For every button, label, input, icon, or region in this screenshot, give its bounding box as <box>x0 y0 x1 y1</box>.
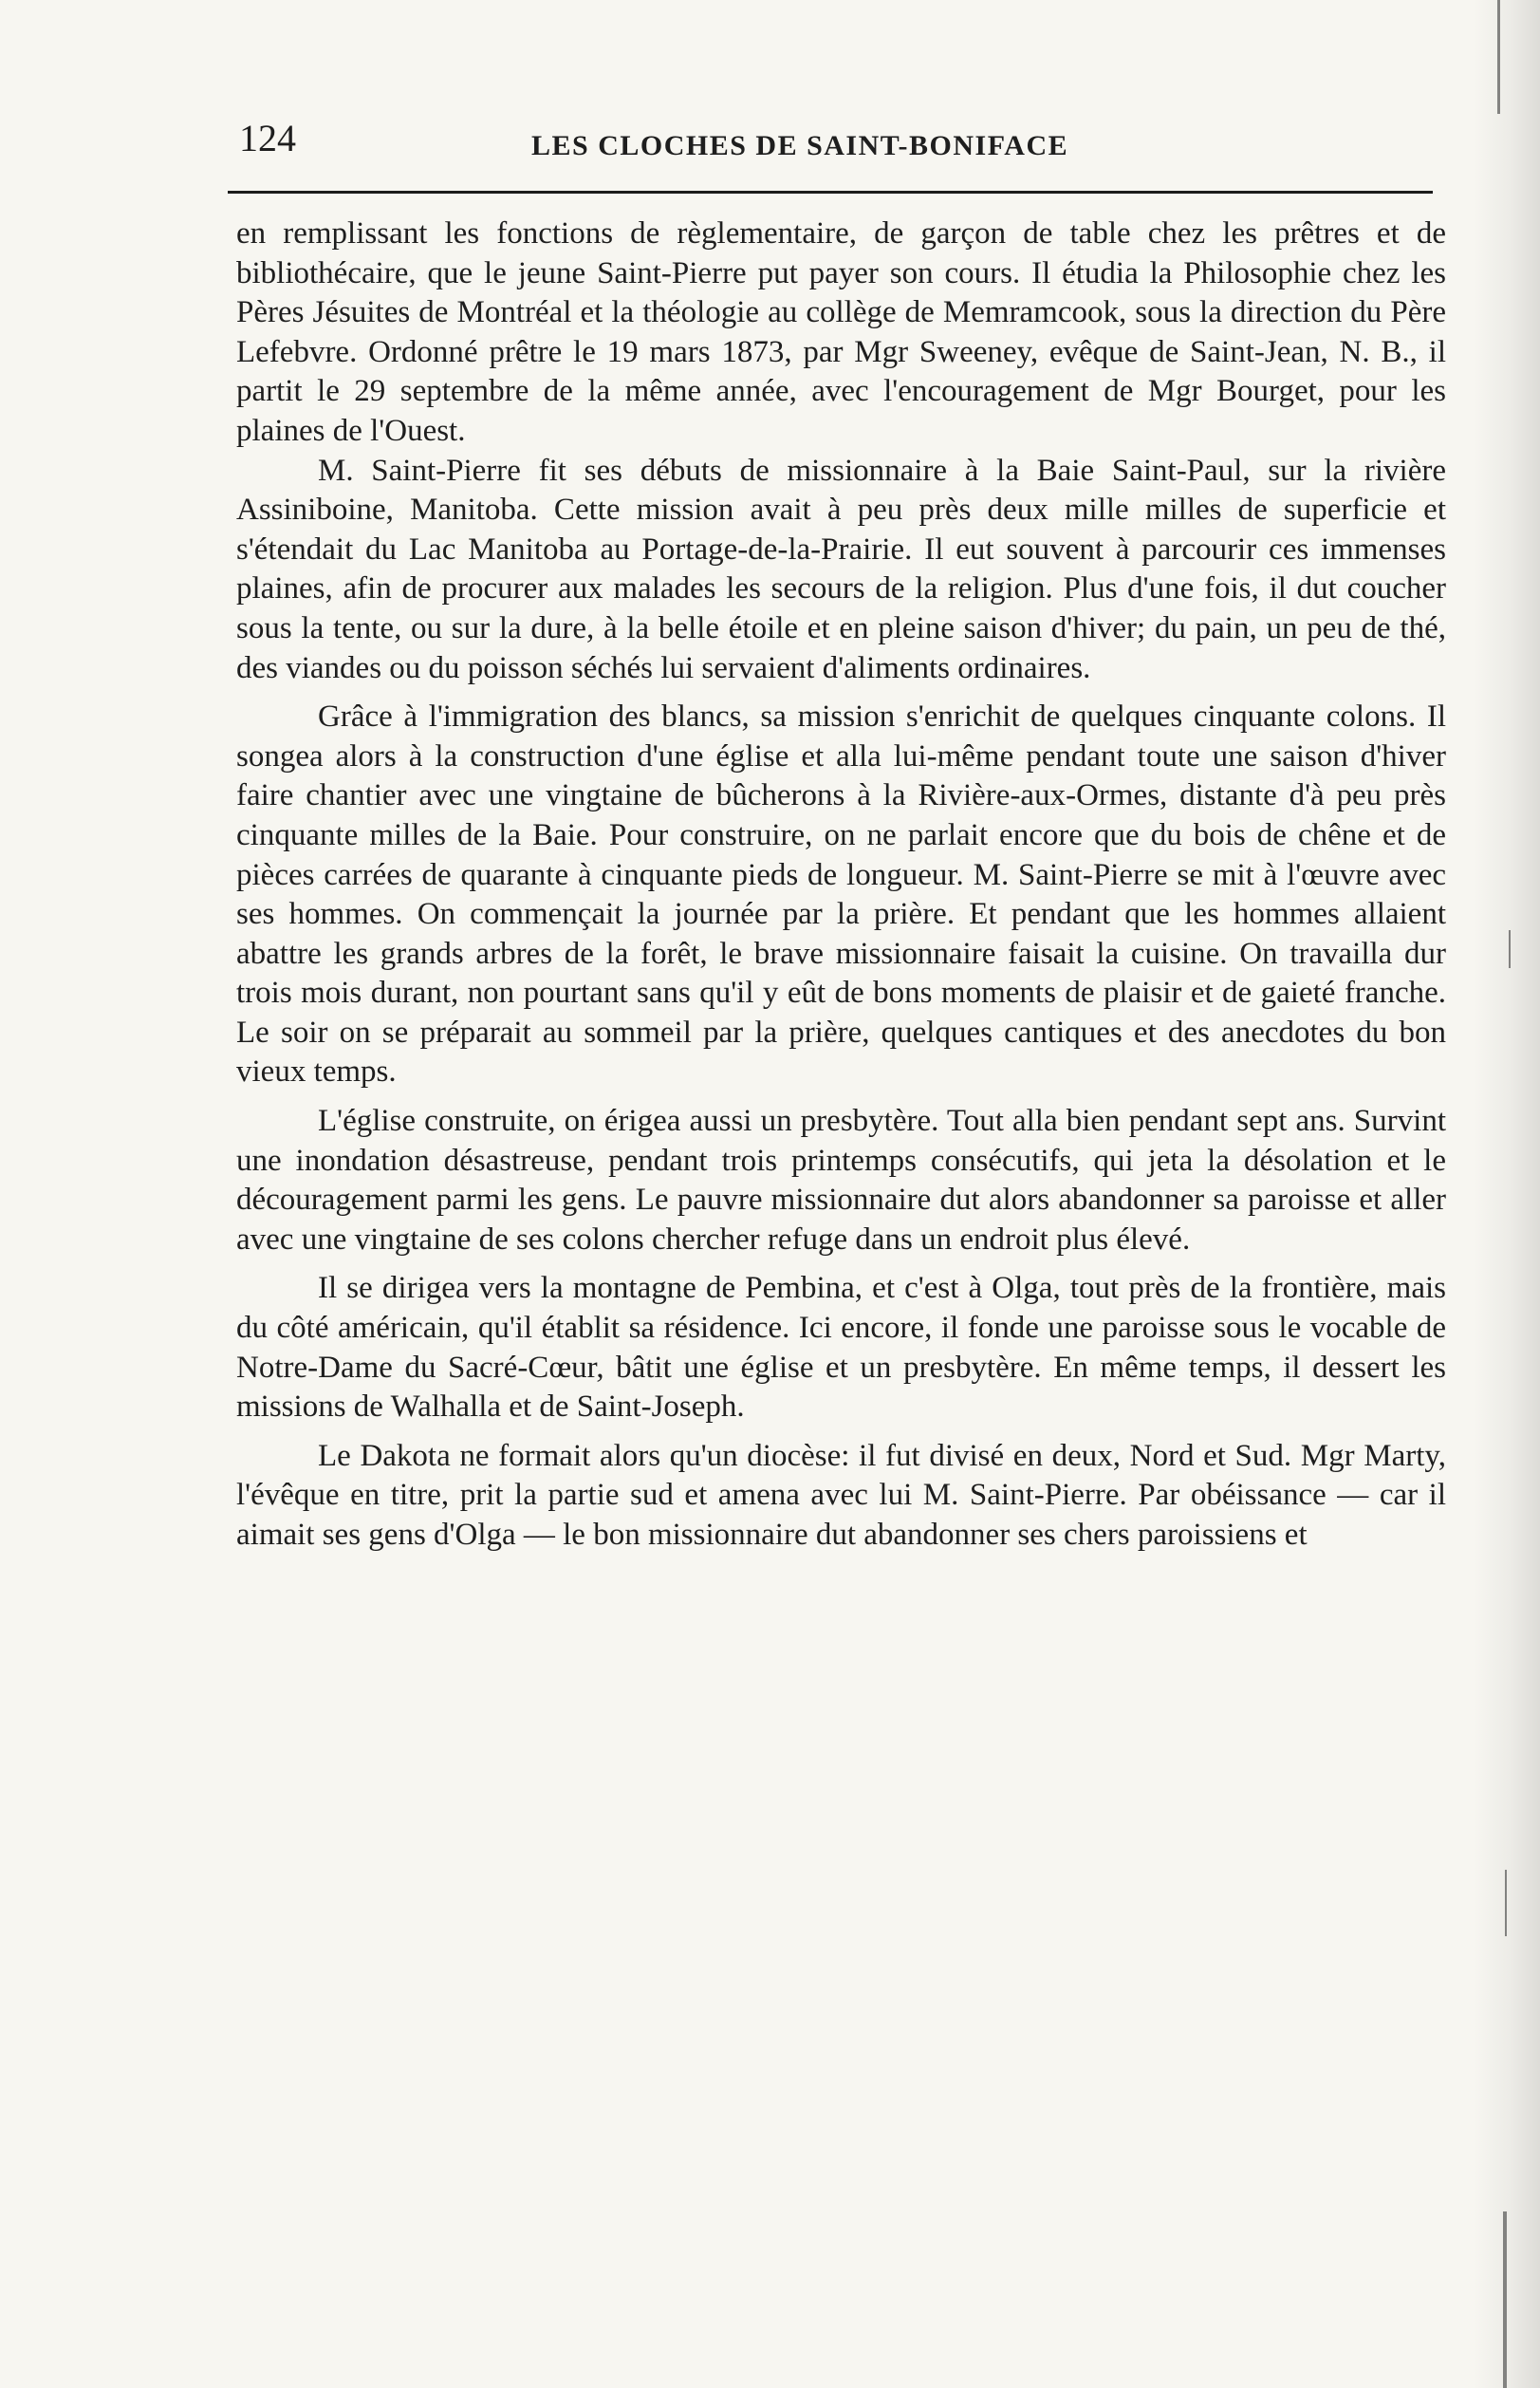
paragraph-continuation: en remplissant les fonctions de règlementaire, de garçon de table chez les prêtres et de bibliothécaire, que le jeune Saint-Pierre put payer son cours. Il étudia la Philosophie chez les Pères Jésuites de Montréal et la théologie au collège de Memramcook, sous la direction du Père Lefebvre. Ordonné prêtre le 19 mars 1873, par Mgr Sweeney, evêque de Saint-Jean, N. B., il partit le 29 septembre de la même année, avec l'encouragement de Mgr Bourget, pour les plaines de l'Ouest. <box>236 216 1446 448</box>
header-rule <box>228 191 1433 194</box>
body-text <box>236 215 1446 1556</box>
paragraph-debuts-missionnaire: M. Saint-Pierre fit ses débuts de missionnaire à la Baie Saint-Paul, sur la rivière Assiniboine, Manitoba. Cette mission avait à peu près deux mille milles de superficie et s'étendait du Lac Manitoba au Portage-de-la-Prairie. Il eut souvent à parcourir ces immenses plaines, afin de procurer aux malades les secours de la religion. Plus d'une fois, il dut coucher sous la tente, ou sur la dure, à la belle étoile et en pleine saison d'hiver; du pain, un peu de thé, des viandes ou du poisson séchés lui servaient d'aliments ordinaires. <box>236 453 1446 685</box>
page-number: 124 <box>239 117 296 159</box>
scan-edge-mark <box>1505 1870 1507 1936</box>
scan-edge-mark <box>1509 930 1511 968</box>
paragraph-construction-eglise: Grâce à l'immigration des blancs, sa mission s'enrichit de quelques cinquante colons. Il songea alors à la construction d'une église et alla lui-même pendant toute une saison d'hiver faire chantier avec une vingtaine de bûcherons à la Rivière-aux-Ormes, distante d'à peu près cinquante milles de la Baie. Pour construire, on ne parlait encore que du bois de chêne et de pièces carrées de quarante à cinquante pieds de longueur. M. Saint-Pierre se mit à l'œuvre avec ses hommes. On commençait la journée par la prière. Et pendant que les hommes allaient abattre les grands arbres de la forêt, le brave missionnaire faisait la cuisine. On travailla dur trois mois durant, non pourtant sans qu'il y eût de bons moments de plaisir et de gaieté franche. Le soir on se préparait au sommeil par la prière, quelques cantiques et des anecdotes du bon vieux temps. <box>236 700 1446 1090</box>
page-header <box>237 110 1433 167</box>
paragraph-inondation: L'église construite, on érigea aussi un presbytère. Tout alla bien pendant sept ans. Survint une inondation désastreuse, pendant trois printemps consécutifs, qui jeta la désolation et le découragement parmi les gens. Le pauvre missionnaire dut alors abandonner sa paroisse et aller avec une vingtaine de ses colons chercher refuge dans un endroit plus élevé. <box>236 1104 1446 1257</box>
paragraph-olga: Il se dirigea vers la montagne de Pembina, et c'est à Olga, tout près de la frontière, mais du côté américain, qu'il établit sa résidence. Ici encore, il fonde une paroisse sous le vocable de Notre-Dame du Sacré-Cœur, bâtit une église et un presbytère. En même temps, il dessert les missions de Walhalla et de Saint-Joseph. <box>236 1271 1446 1425</box>
paragraph-dakota: Le Dakota ne formait alors qu'un diocèse: il fut divisé en deux, Nord et Sud. Mgr Marty, l'évêque en titre, prit la partie sud et amena avec lui M. Saint-Pierre. Par obéissance — car il aimait ses gens d'Olga — le bon missionnaire dut abandonner ses chers paroissiens et <box>236 1438 1446 1552</box>
running-title: LES CLOCHES DE SAINT-BONIFACE <box>531 130 1069 161</box>
scan-edge-mark <box>1503 2211 1507 2388</box>
scan-page-edge <box>1474 0 1540 2388</box>
scan-edge-mark <box>1497 0 1500 114</box>
